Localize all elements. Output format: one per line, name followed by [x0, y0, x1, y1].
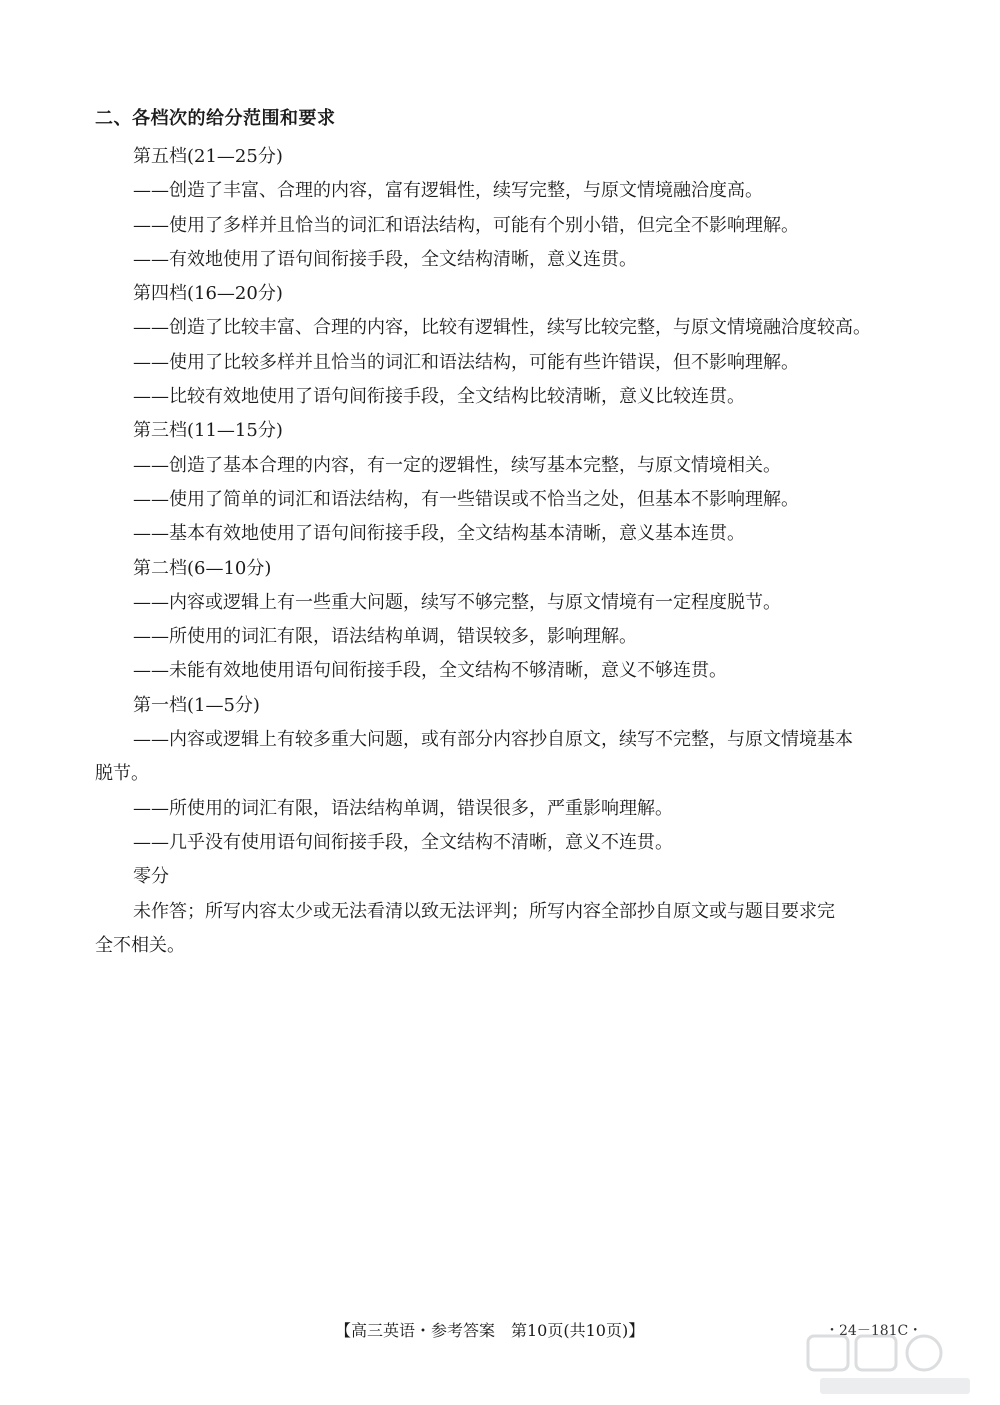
tier-2-item-3: ——未能有效地使用语句间衔接手段，全文结构不够清晰，意义不够连贯。	[133, 660, 727, 682]
tier-1-item-2: ——所使用的词汇有限，语法结构单调，错误很多，严重影响理解。	[133, 797, 673, 819]
tier-3-title: 第三档(11—15分)	[133, 420, 283, 442]
tier-2-title: 第二档(6—10分)	[133, 557, 272, 579]
tier-5-title: 第五档(21—25分)	[133, 146, 283, 167]
tier-4-title: 第四档(16—20分)	[133, 283, 283, 305]
section-heading: 二、各档次的给分范围和要求	[95, 108, 336, 129]
tier-4-item-1: ——创造了比较丰富、合理的内容，比较有逻辑性，续写比较完整，与原文情境融洽度较高。	[133, 317, 871, 339]
tier-5-item-1: ——创造了丰富、合理的内容，富有逻辑性，续写完整，与原文情境融洽度高。	[133, 180, 763, 202]
tier-1-title: 第一档(1—5分)	[133, 694, 260, 716]
tier-1-item-1-line-1: ——内容或逻辑上有较多重大问题，或有部分内容抄自原文，续写不完整，与原文情境基本	[133, 729, 853, 751]
footer-page-info: 【高三英语・参考答案 第10页(共10页)】	[335, 1321, 645, 1340]
tier-4-item-3: ——比较有效地使用了语句间衔接手段，全文结构比较清晰，意义比较连贯。	[133, 386, 745, 408]
tier-3-item-1: ——创造了基本合理的内容，有一定的逻辑性，续写基本完整，与原文情境相关。	[133, 454, 781, 476]
tier-2-item-1: ——内容或逻辑上有一些重大问题，续写不够完整，与原文情境有一定程度脱节。	[133, 591, 781, 613]
footer-doc-code: ・24－181C・	[825, 1323, 923, 1339]
watermark-logo-icon	[800, 1330, 990, 1400]
tier-5-item-3: ——有效地使用了语句间衔接手段，全文结构清晰，意义连贯。	[133, 248, 637, 270]
tier-4-item-2: ——使用了比较多样并且恰当的词汇和语法结构，可能有些许错误，但不影响理解。	[133, 351, 799, 373]
tier-1-item-1-line-2: 脱节。	[95, 763, 149, 785]
zero-score-title: 零分	[133, 866, 169, 888]
tier-2-item-2: ——所使用的词汇有限，语法结构单调，错误较多，影响理解。	[133, 626, 637, 648]
tier-3-item-2: ——使用了简单的词汇和语法结构，有一些错误或不恰当之处，但基本不影响理解。	[133, 488, 799, 510]
zero-score-line-2: 全不相关。	[95, 934, 185, 956]
zero-score-line-1: 未作答；所写内容太少或无法看清以致无法评判；所写内容全部抄自原文或与题目要求完	[133, 900, 835, 922]
tier-3-item-3: ——基本有效地使用了语句间衔接手段，全文结构基本清晰，意义基本连贯。	[133, 523, 745, 545]
tier-1-item-3: ——几乎没有使用语句间衔接手段，全文结构不清晰，意义不连贯。	[133, 831, 673, 853]
tier-5-item-2: ——使用了多样并且恰当的词汇和语法结构，可能有个别小错，但完全不影响理解。	[133, 214, 799, 236]
grading-criteria	[95, 140, 915, 963]
